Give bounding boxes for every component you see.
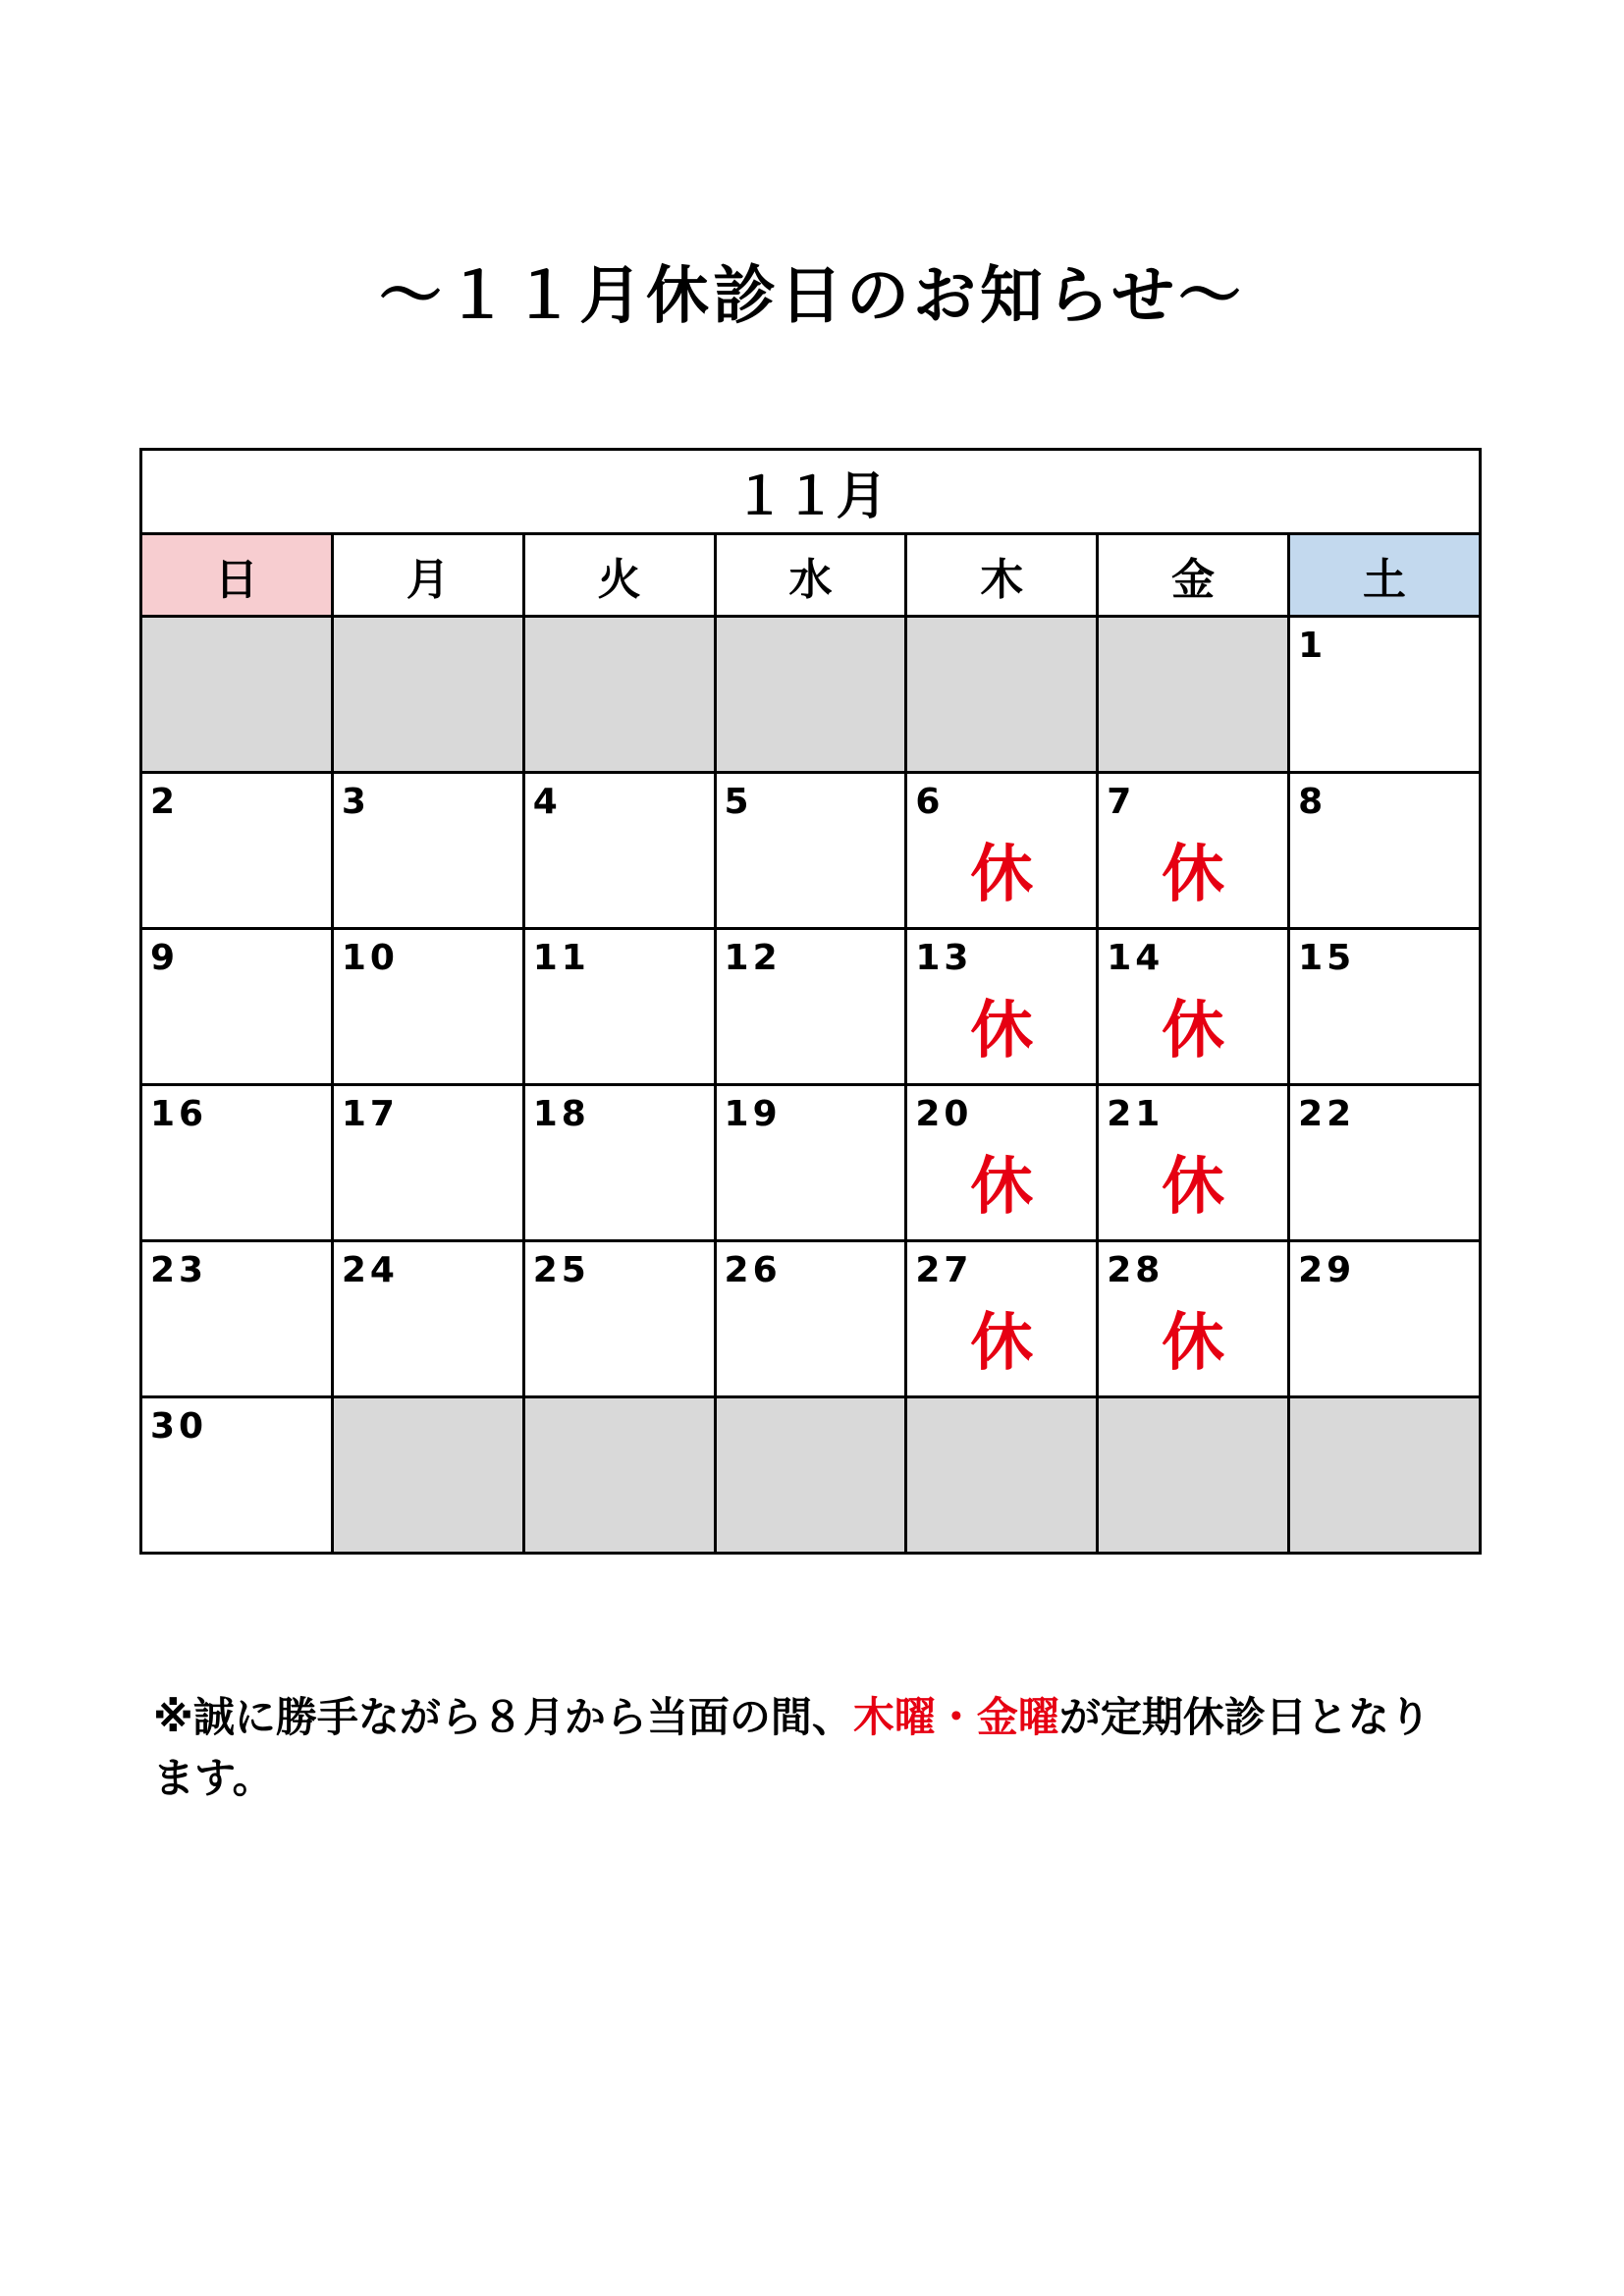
day-number: 26 — [724, 1250, 782, 1290]
calendar-month-label: １１月 — [141, 450, 1481, 534]
day-number: 19 — [724, 1094, 782, 1134]
calendar-empty-cell — [1289, 1397, 1481, 1554]
day-number: 23 — [150, 1250, 208, 1290]
day-number: 2 — [150, 782, 180, 822]
closed-day-mark: 休 — [970, 1151, 1034, 1224]
calendar-day-cell — [715, 773, 906, 929]
day-number: 22 — [1298, 1094, 1356, 1134]
day-number: 20 — [915, 1094, 973, 1134]
day-number: 25 — [532, 1250, 590, 1290]
calendar-day-cell — [1098, 773, 1289, 929]
calendar-day-cell — [523, 1085, 715, 1241]
day-number: 6 — [915, 782, 945, 822]
calendar-empty-cell — [523, 1397, 715, 1554]
day-number: 18 — [532, 1094, 590, 1134]
calendar-day-cell — [332, 1241, 523, 1397]
calendar-empty-cell — [523, 617, 715, 773]
calendar-day-cell — [141, 929, 333, 1085]
calendar-day-cell — [1289, 1085, 1481, 1241]
closed-day-mark: 休 — [1162, 1307, 1225, 1380]
closing-notice-suffix: が定期休診日となります。 — [153, 1693, 1431, 1802]
calendar-day-cell — [141, 1241, 333, 1397]
calendar-day-cell — [332, 773, 523, 929]
calendar-day-cell — [141, 1085, 333, 1241]
closed-day-mark: 休 — [970, 839, 1034, 911]
day-number: 17 — [341, 1094, 399, 1134]
closing-notice-prefix: ※誠に勝手ながら８月から当面の間、 — [153, 1693, 853, 1741]
calendar-empty-cell — [715, 617, 906, 773]
calendar-week-row — [141, 617, 1481, 773]
calendar-day-cell — [332, 1085, 523, 1241]
day-number: 10 — [341, 938, 399, 978]
weekday-header-wednesday: 水 — [715, 534, 906, 617]
calendar-day-cell — [1289, 773, 1481, 929]
calendar-day-cell — [906, 929, 1098, 1085]
calendar-day-cell — [523, 1241, 715, 1397]
calendar-day-cell — [1289, 929, 1481, 1085]
weekday-header-thursday: 木 — [906, 534, 1098, 617]
day-number: 27 — [915, 1250, 973, 1290]
calendar-day-cell — [332, 929, 523, 1085]
calendar-empty-cell — [906, 617, 1098, 773]
weekday-header-friday: 金 — [1098, 534, 1289, 617]
day-number: 11 — [532, 938, 590, 978]
calendar-day-cell — [141, 1397, 333, 1554]
calendar-month-row — [141, 450, 1481, 534]
calendar-week-row — [141, 1397, 1481, 1554]
calendar-day-cell — [715, 1085, 906, 1241]
calendar-day-cell — [141, 773, 333, 929]
closed-day-mark: 休 — [1162, 1151, 1225, 1224]
calendar-day-cell — [1098, 1241, 1289, 1397]
calendar-week-row — [141, 1085, 1481, 1241]
calendar-day-cell — [523, 773, 715, 929]
calendar-table — [139, 448, 1482, 1555]
calendar-day-cell — [523, 929, 715, 1085]
calendar-empty-cell — [715, 1397, 906, 1554]
closed-day-mark: 休 — [1162, 839, 1225, 911]
calendar-day-cell — [1289, 1241, 1481, 1397]
day-number: 15 — [1298, 938, 1356, 978]
day-number: 8 — [1298, 782, 1327, 822]
day-number: 4 — [532, 782, 562, 822]
day-number: 3 — [341, 782, 370, 822]
calendar-weekday-row — [141, 534, 1481, 617]
calendar-day-cell — [1289, 617, 1481, 773]
day-number: 12 — [724, 938, 782, 978]
page-title: 〜１１月休診日のお知らせ〜 — [378, 260, 1246, 333]
day-number: 7 — [1107, 782, 1136, 822]
calendar-day-cell — [906, 1241, 1098, 1397]
calendar-empty-cell — [141, 617, 333, 773]
calendar-empty-cell — [1098, 617, 1289, 773]
day-number: 5 — [724, 782, 753, 822]
calendar-day-cell — [1098, 929, 1289, 1085]
calendar-day-cell — [906, 773, 1098, 929]
closing-notice — [153, 1687, 1469, 1809]
weekday-header-monday: 月 — [332, 534, 523, 617]
day-number: 1 — [1298, 626, 1327, 666]
day-number: 28 — [1107, 1250, 1164, 1290]
calendar-week-row — [141, 773, 1481, 929]
calendar-empty-cell — [332, 617, 523, 773]
weekday-header-sunday: 日 — [141, 534, 333, 617]
day-number: 16 — [150, 1094, 208, 1134]
weekday-header-saturday: 土 — [1289, 534, 1481, 617]
weekday-header-tuesday: 火 — [523, 534, 715, 617]
calendar-empty-cell — [332, 1397, 523, 1554]
day-number: 29 — [1298, 1250, 1356, 1290]
day-number: 9 — [150, 938, 180, 978]
day-number: 21 — [1107, 1094, 1164, 1134]
calendar-day-cell — [1098, 1085, 1289, 1241]
calendar-empty-cell — [906, 1397, 1098, 1554]
calendar-empty-cell — [1098, 1397, 1289, 1554]
day-number: 14 — [1107, 938, 1164, 978]
calendar-day-cell — [715, 929, 906, 1085]
calendar-day-cell — [906, 1085, 1098, 1241]
day-number: 24 — [341, 1250, 399, 1290]
closed-day-mark: 休 — [1162, 995, 1225, 1067]
day-number: 13 — [915, 938, 973, 978]
calendar-week-row — [141, 1241, 1481, 1397]
calendar-day-cell — [715, 1241, 906, 1397]
calendar-week-row — [141, 929, 1481, 1085]
day-number: 30 — [150, 1406, 208, 1447]
calendar-body — [141, 617, 1481, 1554]
closing-notice-highlight: 木曜・金曜 — [852, 1693, 1059, 1741]
closed-day-mark: 休 — [970, 995, 1034, 1067]
closed-day-mark: 休 — [970, 1307, 1034, 1380]
